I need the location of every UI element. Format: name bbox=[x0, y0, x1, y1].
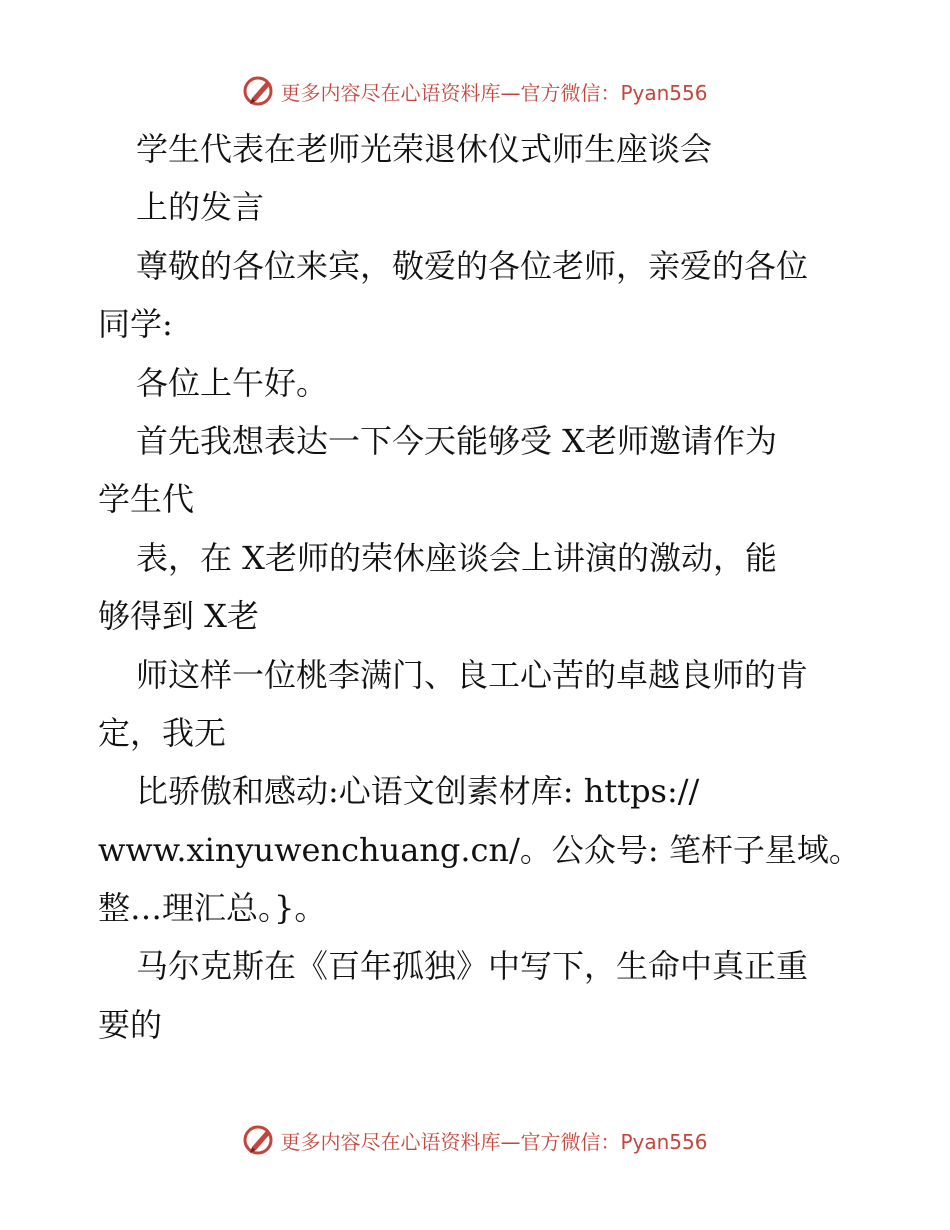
text-line: 首先我想表达一下今天能够受 X老师邀请作为 bbox=[136, 421, 777, 460]
text-line: 够得到 X老 bbox=[98, 597, 259, 636]
text-line: 师这样一位桃李满门、良工心苦的卓越良师的肯 bbox=[136, 655, 809, 694]
text-line: 定，我无 bbox=[98, 713, 227, 752]
header-banner bbox=[0, 71, 950, 111]
pen-in-circle-logo-icon bbox=[242, 74, 276, 108]
text-line: 比骄傲和感动:心语文创素材库: https:// bbox=[136, 772, 700, 811]
text-line: 学生代表在老师光荣退休仪式师生座谈会 bbox=[136, 130, 713, 168]
text-line: www.xinyuwenchuang.cn/。公众号: 笔杆子星域。 bbox=[98, 830, 861, 869]
text-line: 马尔克斯在《百年孤独》中写下，生命中真正重 bbox=[136, 947, 809, 986]
pen-in-circle-logo-icon bbox=[242, 1123, 276, 1157]
text-line: 表，在 X老师的荣休座谈会上讲演的激动，能 bbox=[136, 538, 777, 577]
text-line: 同学: bbox=[98, 305, 173, 344]
text-line: 尊敬的各位来宾，敬爱的各位老师，亲爱的各位 bbox=[136, 246, 809, 285]
text-line: 各位上午好。 bbox=[136, 363, 329, 402]
footer-banner bbox=[0, 1120, 950, 1160]
header-banner-text: 更多内容尽在心语资料库—官方微信：Pyan556 bbox=[280, 80, 708, 105]
footer-banner-text: 更多内容尽在心语资料库—官方微信：Pyan556 bbox=[280, 1129, 708, 1154]
text-line: 上的发言 bbox=[136, 188, 265, 227]
text-line: 学生代 bbox=[98, 480, 195, 519]
document-body bbox=[98, 120, 861, 1054]
text-line: 要的 bbox=[98, 1005, 163, 1044]
text-line: 整…理汇总。}。 bbox=[98, 889, 327, 928]
